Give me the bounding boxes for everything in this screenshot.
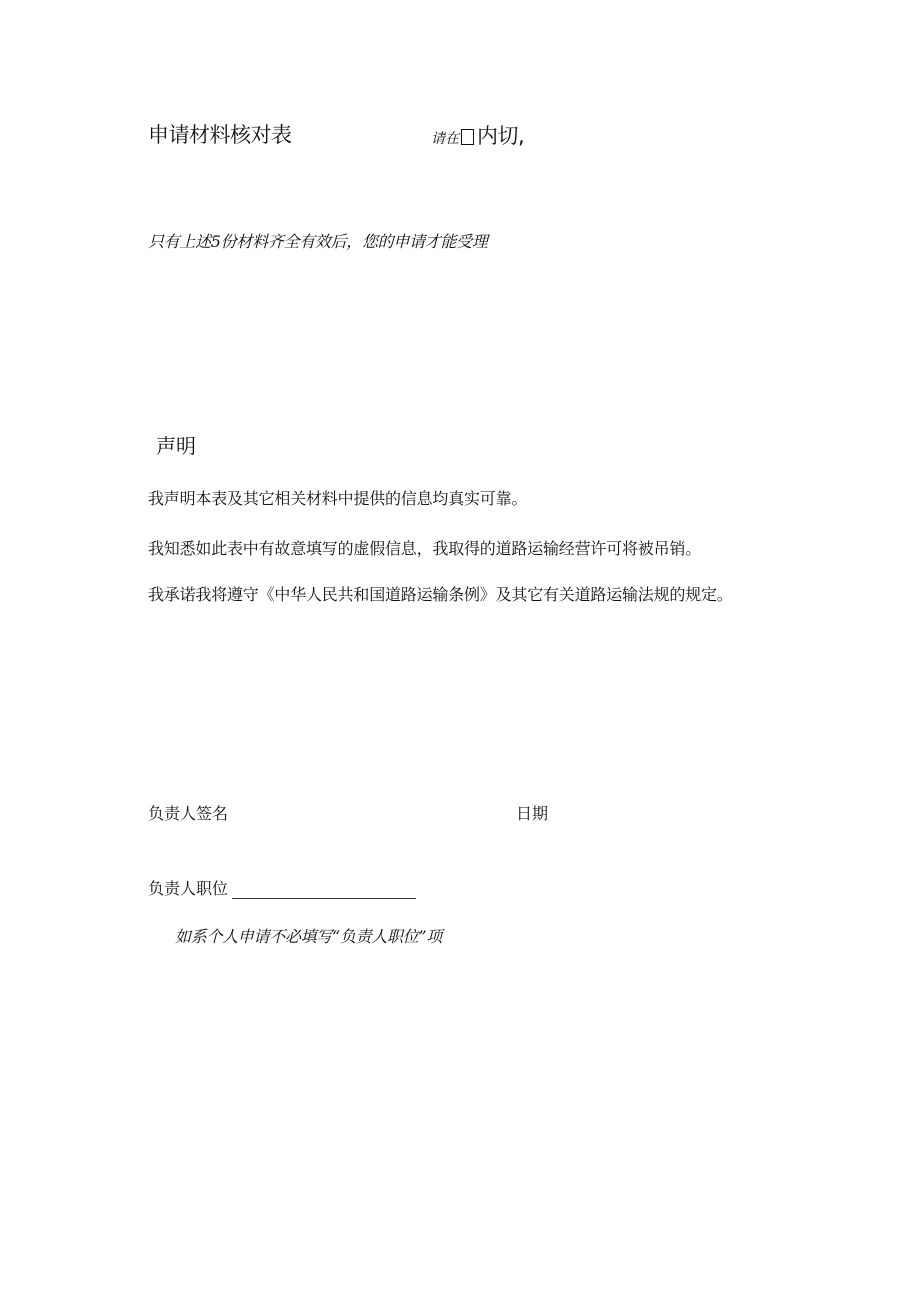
position-row xyxy=(148,876,416,899)
material-note: 只有上述5份材料齐全有效后，您的申请才能受理 xyxy=(148,232,488,251)
declaration-heading: 声明 xyxy=(156,434,196,458)
check-hint-prefix: 请在 xyxy=(431,131,459,147)
checklist-title: 申请材料核对表 xyxy=(148,123,292,147)
check-hint-suffix: 内切, xyxy=(477,124,525,148)
date-label: 日期 xyxy=(516,804,549,823)
declaration-paragraph-2: 我知悉如此表中有故意填写的虚假信息，我取得的道路运输经营许可将被吊销。 xyxy=(148,539,702,558)
declaration-paragraph-1: 我声明本表及其它相关材料中提供的信息均真实可靠。 xyxy=(148,489,528,508)
position-label: 负责人职位 xyxy=(148,879,229,898)
position-field[interactable] xyxy=(232,882,416,899)
signer-label: 负责人签名 xyxy=(148,804,229,823)
position-footnote: 如系个人申请不必填写“负责人职位”项 xyxy=(175,927,442,946)
checkbox-icon xyxy=(461,129,474,145)
check-hint xyxy=(431,120,524,150)
declaration-paragraph-3: 我承诺我将遵守《中华人民共和国道路运输条例》及其它有关道路运输法规的规定。 xyxy=(148,585,733,604)
